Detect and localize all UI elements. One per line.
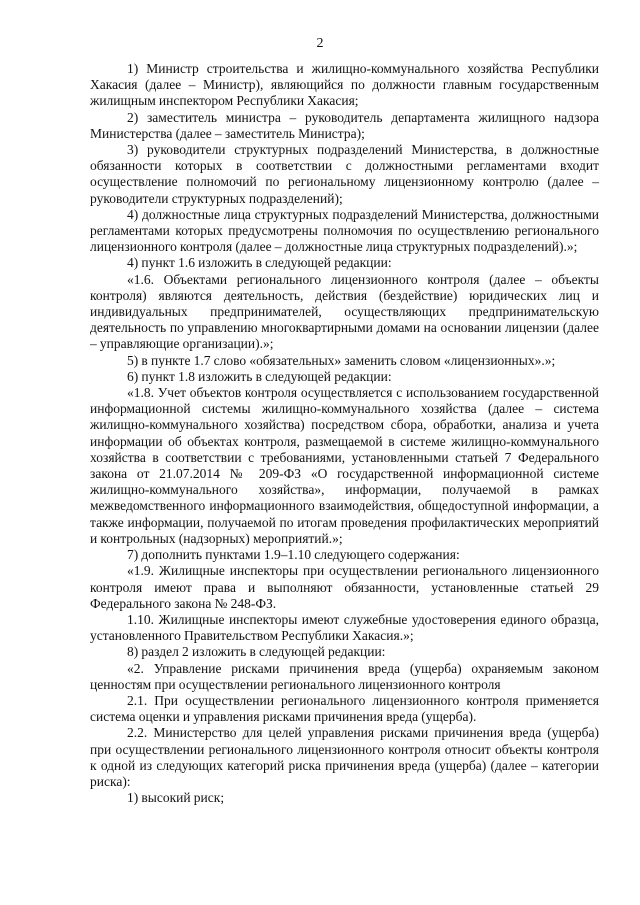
paragraph: 4) должностные лица структурных подразделений Министерства, должностными регламентами которых предусмотрены полномочия по осуществлению регионального лицензионного контроля (далее – должностные лица структурных подразделений).»; — [90, 206, 599, 255]
paragraph: 2) заместитель министра – руководитель департамента жилищного надзора Министерства (далее – заместитель Министра); — [90, 109, 599, 141]
paragraph: 1.10. Жилищные инспекторы имеют служебные удостоверения единого образца, установленного Правительством Республики Хакасия.»; — [90, 611, 599, 644]
paragraph: «1.9. Жилищные инспекторы при осуществлении регионального лицензионного контроля имеют права и выполняют обязанности, установленные статьей 29 Федерального закона № 248-ФЗ. — [90, 563, 599, 611]
paragraph: 6) пункт 1.8 изложить в следующей редакции: — [127, 368, 392, 384]
paragraph: 5) в пункте 1.7 слово «обязательных» заменить словом «лицензионных».»; — [127, 352, 556, 368]
paragraph: 7) дополнить пунктами 1.9–1.10 следующего содержания: — [127, 547, 460, 563]
paragraph: «1.8. Учет объектов контроля осуществляется с использованием государственной информационной системы жилищно-коммунального хозяйства (далее – система жилищно-коммунального хозяйства) посредством сбора, обработки, анализа и учета информации об объектах контроля, размещаемой в системе жилищно-коммунального хозяйства в соответствии с требованиями, установленными статьей 7 Федерального закона от 21.07.2014 № 209-ФЗ «О государственной информационной системе жилищно-коммунального хозяйства», информации, получаемой в рамках межведомственного информационного взаимодействия, общедоступной информации, а также информации, получаемой по итогам проведения профилактических мероприятий и контрольных (надзорных) мероприятий.»; — [90, 385, 599, 546]
paragraph: 3) руководители структурных подразделений Министерства, в должностные обязанности которых в соответствии с должностными регламентами входит осуществление полномочий по региональному лицензионному контролю (далее – руководители структурных подразделений); — [90, 142, 599, 206]
paragraph: «2. Управление рисками причинения вреда (ущерба) охраняемым законом ценностям при осуществлении регионального лицензионного контроля — [90, 660, 599, 692]
paragraph: 8) раздел 2 изложить в следующей редакции: — [127, 644, 386, 660]
paragraph: 2.2. Министерство для целей управления рисками причинения вреда (ущерба) при осуществлении регионального лицензионного контроля относит объекты контроля к одной из следующих категорий риска причинения вреда (ущерба) (далее – категории риска): — [90, 725, 599, 789]
document-body — [90, 61, 599, 806]
paragraph: 1) Министр строительства и жилищно-коммунального хозяйства Республики Хакасия (далее – Министр), являющийся по должности главным государственным жилищным инспектором Республики Хакасия; — [90, 61, 599, 109]
paragraph: 1) высокий риск; — [127, 790, 225, 806]
paragraph: 2.1. При осуществлении регионального лицензионного контроля применяется система оценки и управления рисками причинения вреда (ущерба). — [90, 692, 599, 725]
page-number: 2 — [316, 36, 324, 51]
paragraph: «1.6. Объектами регионального лицензионного контроля (далее – объекты контроля) являются деятельность, действия (бездействие) юридических лиц и индивидуальных предпринимателей, осуществляющих предпринимательскую деятельность по управлению многоквартирными домами на основании лицензии (далее – управляющие организации).»; — [90, 271, 599, 352]
paragraph: 4) пункт 1.6 изложить в следующей редакции: — [127, 255, 392, 271]
